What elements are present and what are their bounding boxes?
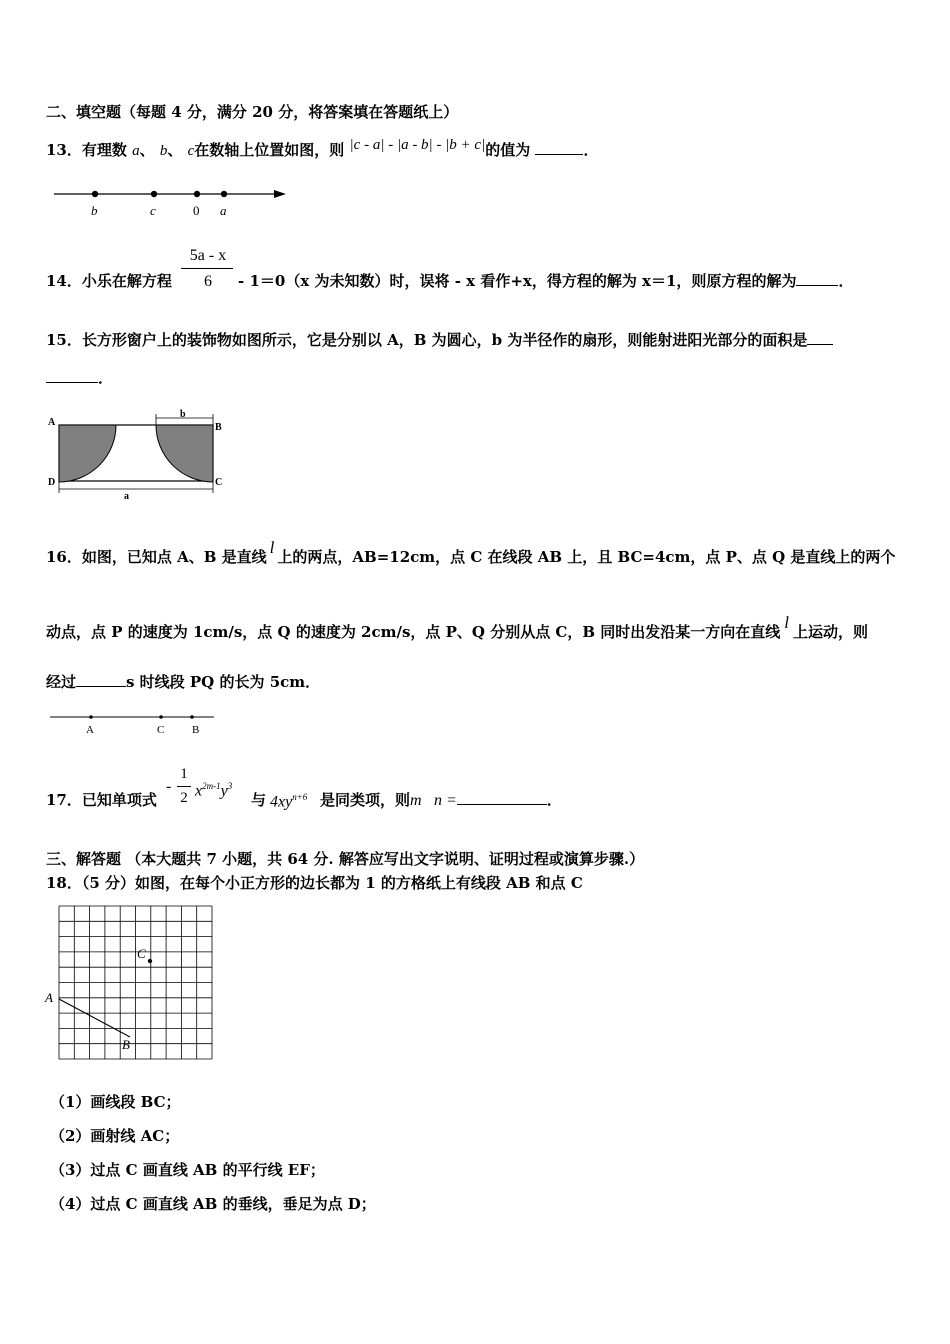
label-B: B <box>192 724 200 736</box>
point-c <box>151 191 157 197</box>
var-b: b <box>159 143 168 159</box>
segment-AB <box>59 999 130 1037</box>
answer-blank[interactable] <box>796 271 838 286</box>
q17-with: 与 <box>251 791 267 809</box>
var-l: l <box>784 613 789 632</box>
question-14 <box>46 271 172 291</box>
q13-text-2: 在数轴上位置如图，则 <box>194 141 345 159</box>
question-13 <box>46 137 599 161</box>
minus-sign: - <box>166 778 172 795</box>
label-c: c <box>150 203 156 218</box>
exp-x: 2m-1 <box>202 781 221 791</box>
q14-text-1: 小乐在解方程 <box>81 272 172 290</box>
question-16-line-2 <box>46 613 869 642</box>
var-l: l <box>269 538 275 557</box>
monomial-1 <box>195 776 232 801</box>
q16-line-3a: 经过 <box>46 673 77 691</box>
period: ． <box>546 791 562 809</box>
fraction-bar <box>181 268 233 269</box>
question-number: 14． <box>46 272 82 290</box>
period: ． <box>583 141 599 159</box>
grid-figure <box>44 904 214 1064</box>
arrow-icon <box>274 190 286 198</box>
label-C: C <box>215 477 223 488</box>
question-17 <box>46 790 157 810</box>
q18-item-1: （1）画线段 BC； <box>50 1093 181 1111</box>
q15-text-1: 长方形窗户上的装饰物如图所示，它是分别以 A，B 为圆心，b 为半径作的扇形，则能射进阳光部分的面积是 <box>81 331 808 349</box>
point-a <box>221 191 227 197</box>
grid-lines <box>59 906 212 1059</box>
answer-blank[interactable] <box>535 140 583 155</box>
point-A <box>89 715 93 719</box>
period: ． <box>98 369 114 387</box>
question-17-rest <box>320 790 562 811</box>
q13-text-3: 的值为 <box>485 141 531 159</box>
sep: 、 <box>139 141 155 159</box>
label-D: D <box>48 477 56 488</box>
label-b: b <box>180 409 186 420</box>
expression-mn: m⃞n = <box>410 792 457 809</box>
question-15-line-2 <box>46 368 113 388</box>
number-line <box>50 184 290 220</box>
fraction-numerator: 5a - x <box>189 247 227 264</box>
question-15 <box>46 330 833 350</box>
point-0 <box>194 191 200 197</box>
section-3-title: 三、解答题 （本大题共 7 小题，共 64 分. 解答应写出文字说明、证明过程或演算步骤.） <box>46 850 645 868</box>
exp-y: 3 <box>227 781 233 791</box>
label-B: B <box>122 1037 130 1052</box>
label-A: A <box>86 724 94 736</box>
label-a: a <box>220 203 227 218</box>
abs-expression: |c - a| - |a - b| - |b + c| <box>349 137 486 153</box>
q16-line-2a: 动点，点 P 的速度为 1cm/s，点 Q 的速度为 2cm/s，点 P、Q 分别从点 C，B 同时出发沿某一方向在直线 <box>46 623 781 641</box>
point-b <box>92 191 98 197</box>
q18-item-3: （3）过点 C 画直线 AB 的平行线 EF； <box>50 1161 325 1179</box>
point-C <box>159 715 163 719</box>
label-b: b <box>91 203 98 218</box>
exp-n: n+6 <box>292 792 308 802</box>
fraction-bar <box>177 786 191 787</box>
var-y: y <box>220 782 228 800</box>
answer-blank-cont[interactable] <box>46 368 98 383</box>
q16-line-3b: s 时线段 PQ 的长为 5cm． <box>126 673 321 691</box>
label-C: C <box>137 946 146 961</box>
label-B: B <box>215 422 222 433</box>
question-16-line-1 <box>46 538 896 567</box>
line-figure <box>48 708 218 738</box>
q16-line-1b: 上的两点，AB=12cm，点 C 在线段 AB 上，且 BC=4cm，点 P、点 Q 是直线上的两个 <box>277 548 896 566</box>
period: ． <box>838 272 854 290</box>
question-14-rest <box>238 271 853 291</box>
question-18-title: 18．（5 分）如图，在每个小正方形的边长都为 1 的方格纸上有线段 AB 和点 C <box>46 874 583 892</box>
q14-text-2: - 1＝0（x 为未知数）时，误将 - x 看作+x，得方程的解为 x＝1，则原方程的解为 <box>238 272 797 290</box>
question-16-line-3 <box>46 672 320 692</box>
window-figure <box>44 406 234 502</box>
question-number: 13． <box>46 141 82 159</box>
q17-text-3: 是同类项，则 <box>320 791 411 809</box>
answer-blank[interactable] <box>807 330 833 345</box>
fraction-numerator: 1 <box>180 766 188 782</box>
answer-blank[interactable] <box>76 672 126 687</box>
label-A: A <box>48 417 56 428</box>
label-C: C <box>157 724 165 736</box>
q17-text-1: 已知单项式 <box>81 791 157 809</box>
point-C <box>148 959 152 963</box>
var-a: a <box>132 143 140 159</box>
q13-text-1: 有理数 <box>81 141 127 159</box>
point-B <box>190 715 194 719</box>
label-A: A <box>45 990 53 1005</box>
question-number: 16． <box>46 548 82 566</box>
section-2-title: 二、填空题（每题 4 分，满分 20 分，将答案填在答题纸上） <box>46 103 459 121</box>
q16-line-2b: 上运动，则 <box>793 623 869 641</box>
question-number: 15． <box>46 331 82 349</box>
q18-item-4: （4）过点 C 画直线 AB 的垂线，垂足为点 D； <box>50 1195 376 1213</box>
fraction-denominator: 2 <box>180 790 188 806</box>
monomial-2 <box>270 787 307 812</box>
var-c: c <box>187 143 195 159</box>
var-x: x <box>195 782 203 800</box>
mono-4xy: 4xy <box>270 793 293 811</box>
fraction-denominator: 6 <box>204 273 212 290</box>
q16-line-1a: 如图，已知点 A、B 是直线 <box>81 548 267 566</box>
q18-item-2: （2）画射线 AC； <box>50 1127 180 1145</box>
label-0: 0 <box>193 203 200 218</box>
answer-blank[interactable] <box>457 790 547 805</box>
question-number: 17． <box>46 791 82 809</box>
label-a: a <box>124 491 129 502</box>
sep: 、 <box>167 141 183 159</box>
